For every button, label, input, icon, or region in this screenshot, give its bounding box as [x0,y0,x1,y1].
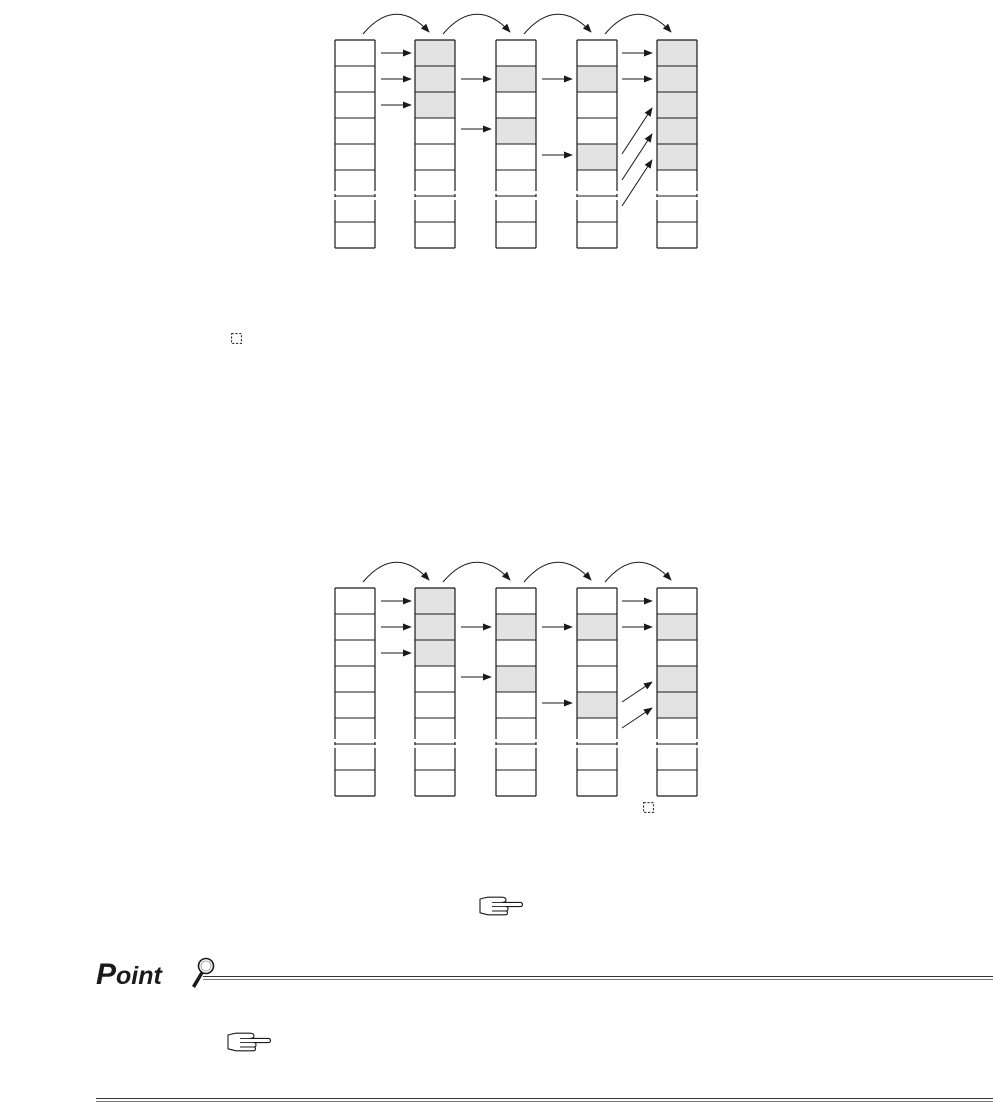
buffer-cell [335,692,375,718]
buffer-cell [577,118,617,144]
point-rule-bottom [96,1098,993,1102]
transfer-curve-arrow [363,562,429,582]
buffer-cell [335,118,375,144]
buffer-column [335,40,375,248]
buffer-cell [577,66,617,92]
buffer-cell [496,666,536,692]
buffer-cell [415,666,455,692]
buffer-cell [577,744,617,770]
buffer-cell [415,92,455,118]
buffer-cell [496,196,536,222]
buffer-cell [415,222,455,248]
buffer-cell [415,614,455,640]
point-logo [96,960,162,991]
buffer-cell [496,222,536,248]
buffer-cell [657,718,697,744]
data-arrow [622,160,652,206]
point-logo-rest: oint [116,962,162,990]
dashed-box-icon [643,802,654,813]
buffer-cell [657,92,697,118]
buffer-column [496,40,536,248]
buffer-cell [335,92,375,118]
buffer-cell [496,170,536,196]
buffer-cell [657,666,697,692]
data-arrow [622,682,652,702]
transfer-curve-arrow [443,562,510,582]
data-flow-diagram-2 [0,548,993,818]
buffer-cell [657,588,697,614]
buffer-cell [496,92,536,118]
buffer-column [577,40,617,248]
buffer-cell [496,770,536,796]
buffer-cell [577,40,617,66]
transfer-curve-arrow [524,562,591,582]
buffer-cell [577,640,617,666]
buffer-cell [496,588,536,614]
transfer-curve-arrow [524,14,591,34]
data-arrow [622,108,652,154]
buffer-cell [335,666,375,692]
buffer-cell [415,66,455,92]
buffer-cell [657,744,697,770]
buffer-cell [577,222,617,248]
buffer-cell [335,614,375,640]
buffer-cell [657,222,697,248]
buffer-cell [496,640,536,666]
buffer-cell [577,692,617,718]
buffer-cell [335,170,375,196]
buffer-cell [496,66,536,92]
buffer-cell [415,588,455,614]
buffer-cell [496,118,536,144]
point-logo-initial: P [96,958,117,991]
pointing-hand-icon [478,893,524,917]
transfer-curve-arrow [443,14,510,34]
buffer-column [335,588,375,796]
data-arrow [622,134,652,180]
buffer-cell [335,718,375,744]
buffer-cell [335,40,375,66]
buffer-cell [496,40,536,66]
transfer-curve-arrow [363,14,429,34]
buffer-cell [657,770,697,796]
buffer-column [657,40,697,248]
buffer-cell [415,170,455,196]
buffer-cell [577,92,617,118]
buffer-cell [577,170,617,196]
dashed-box-icon [231,333,242,344]
buffer-cell [657,614,697,640]
transfer-curve-arrow [605,562,671,582]
buffer-cell [657,170,697,196]
buffer-cell [496,614,536,640]
buffer-cell [415,196,455,222]
buffer-cell [657,196,697,222]
buffer-cell [657,144,697,170]
buffer-cell [577,770,617,796]
buffer-cell [577,718,617,744]
buffer-cell [335,640,375,666]
buffer-cell [415,692,455,718]
buffer-cell [335,222,375,248]
buffer-cell [496,744,536,770]
buffer-cell [415,640,455,666]
buffer-column [496,588,536,796]
buffer-cell [577,196,617,222]
buffer-cell [335,770,375,796]
buffer-cell [657,118,697,144]
buffer-cell [415,744,455,770]
buffer-cell [415,40,455,66]
buffer-cell [577,588,617,614]
buffer-cell [335,196,375,222]
buffer-cell [657,692,697,718]
buffer-cell [415,118,455,144]
buffer-cell [415,770,455,796]
buffer-cell [335,66,375,92]
data-arrow [622,708,652,728]
buffer-column [657,588,697,796]
buffer-cell [577,666,617,692]
point-rule-top [203,976,993,980]
buffer-cell [496,718,536,744]
buffer-cell [335,588,375,614]
buffer-cell [496,144,536,170]
transfer-curve-arrow [605,14,671,34]
buffer-cell [415,718,455,744]
point-header [96,956,993,996]
buffer-cell [335,144,375,170]
buffer-column [415,588,455,796]
buffer-cell [415,144,455,170]
buffer-cell [657,40,697,66]
data-flow-diagram-1 [0,0,993,270]
buffer-cell [577,614,617,640]
buffer-column [415,40,455,248]
buffer-cell [577,144,617,170]
buffer-column [577,588,617,796]
pointing-hand-icon [226,1029,272,1053]
buffer-cell [496,692,536,718]
magnifier-icon [184,956,218,992]
buffer-cell [657,66,697,92]
buffer-cell [657,640,697,666]
buffer-cell [335,744,375,770]
